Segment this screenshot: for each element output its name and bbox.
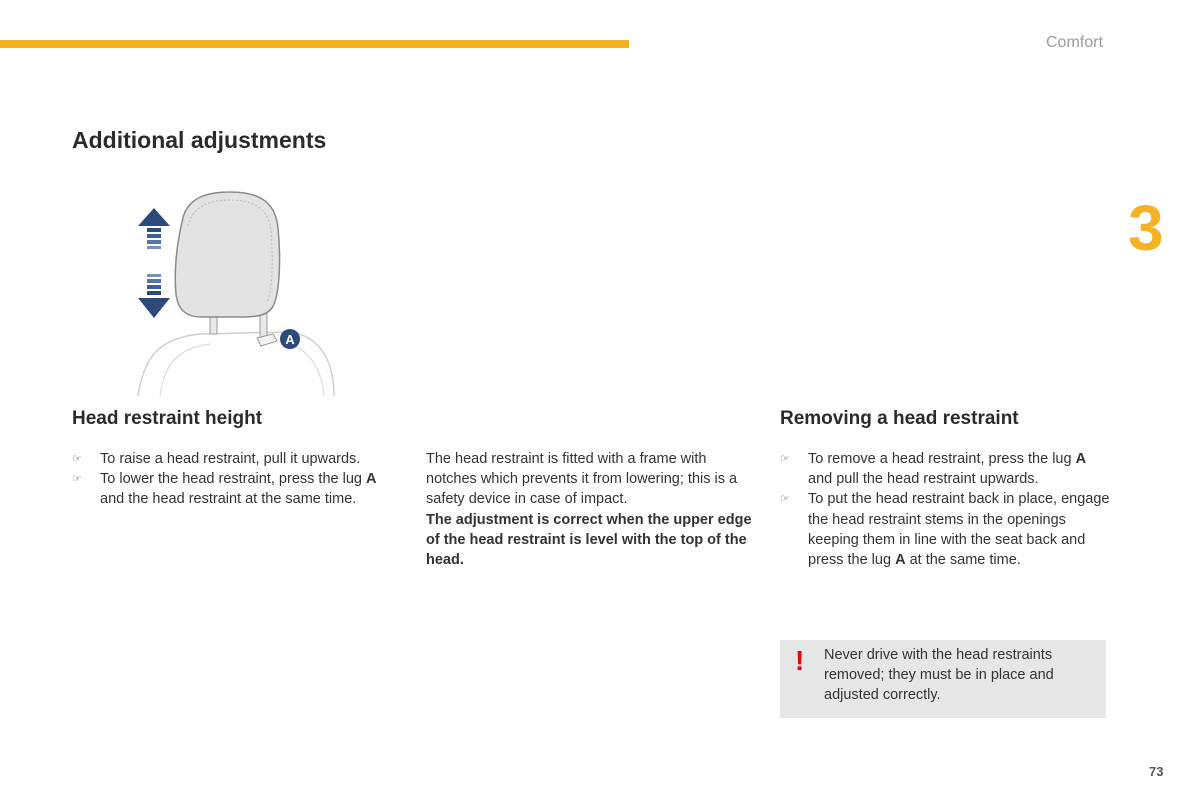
arrow-up-icon bbox=[138, 208, 170, 249]
head-restraint-cushion bbox=[175, 192, 279, 317]
height-instructions-list bbox=[72, 449, 402, 510]
chapter-number: 3 bbox=[1128, 192, 1164, 264]
pointing-hand-icon: ☞ bbox=[72, 473, 82, 486]
warning-box bbox=[780, 640, 1106, 718]
pointing-hand-icon: ☞ bbox=[72, 453, 82, 465]
list-item: ☞ To lower the head restraint, press the lug A and the head restraint at the same time. bbox=[72, 471, 377, 508]
warning-icon: ! bbox=[795, 645, 805, 676]
removing-head-restraint-heading: Removing a head restraint bbox=[780, 408, 1019, 429]
section-name: Comfort bbox=[1046, 34, 1103, 51]
warning-text: Never drive with the head restraints removed; they must be in place and adjusted correctly. bbox=[824, 647, 1054, 704]
list-item: ☞ To put the head restraint back in place, engage the head restraint stems in the openings keeping them in line with the seat back and press the lug A at the same time. bbox=[780, 491, 1110, 569]
accent-bar bbox=[0, 40, 629, 48]
arrow-down-icon bbox=[138, 274, 170, 318]
removal-instructions-list bbox=[780, 449, 1110, 570]
page-number: 73 bbox=[1149, 764, 1164, 779]
frame-description bbox=[426, 449, 754, 570]
page-title: Additional adjustments bbox=[72, 127, 327, 153]
correct-adjustment-note: The adjustment is correct when the upper edge of the head restraint is level with the top of the head. bbox=[426, 511, 752, 569]
list-item: ☞ To remove a head restraint, press the lug A and pull the head restraint upwards. bbox=[780, 451, 1087, 488]
list-item: ☞ To raise a head restraint, pull it upwards. bbox=[72, 449, 402, 469]
pointing-hand-icon: ☞ bbox=[780, 453, 790, 465]
seat-back-outline bbox=[138, 332, 334, 396]
lug-label: A bbox=[285, 332, 295, 347]
head-restraint-illustration bbox=[130, 186, 340, 398]
pointing-hand-icon: ☞ bbox=[780, 493, 790, 506]
head-restraint-height-heading: Head restraint height bbox=[72, 408, 263, 429]
frame-description-text: The head restraint is fitted with a frame with notches which prevents it from lowering; this is a safety device in case of impact. bbox=[426, 451, 738, 508]
